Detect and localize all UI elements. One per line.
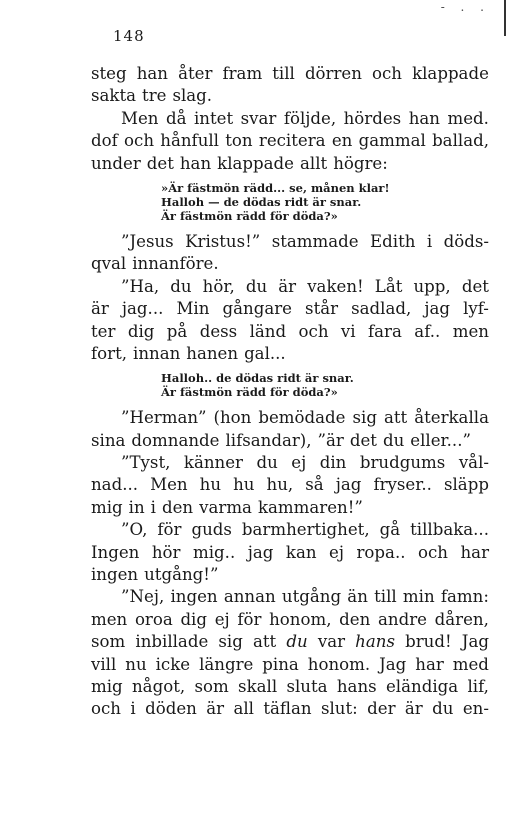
- text-line: fort, innan hanen gal...: [91, 343, 286, 363]
- verse-line: Halloh.. de dödas ridt är snar.: [161, 371, 354, 386]
- text-line: under det han klappade allt högre:: [91, 153, 388, 173]
- text-line: ”Tyst, känner du ej din brudgums vål-: [121, 453, 489, 473]
- verse-line: »Är fästmön rädd... se, månen klar!: [161, 180, 390, 195]
- verse-line: Halloh — de dödas ridt är snar.: [161, 194, 362, 209]
- margin-edge-line: [504, 0, 506, 36]
- text-line: Ingen hör mig.. jag kan ej ropa.. och har: [91, 542, 489, 562]
- text-line: steg han åter fram till dörren och klappade: [91, 64, 489, 83]
- text-line: qval innanföre.: [91, 254, 219, 274]
- text-line: mig något, som skall sluta hans eländiga lif,: [91, 676, 489, 696]
- text-line: och i döden är all täflan slut: der är du en-: [91, 699, 489, 719]
- text-line: är jag... Min gångare står sadlad, jag lyf-: [91, 299, 489, 319]
- text-line: vill nu icke längre pina honom. Jag har med: [91, 654, 489, 674]
- text-line: dof och hånfull ton recitera en gammal ballad,: [91, 131, 489, 151]
- text-line: ”Jesus Kristus!” stammade Edith i döds-: [121, 231, 489, 251]
- text-line: ”O, för guds barmhertighet, gå tillbaka...: [121, 520, 489, 540]
- margin-marks: - . .: [440, 0, 490, 14]
- page-number: 148: [113, 27, 145, 45]
- body-text: [91, 63, 489, 721]
- text-line: ingen utgång!”: [91, 565, 219, 585]
- text-line: som inbillade sig att du var hans brud! Jag: [91, 632, 489, 652]
- text-line: men oroa dig ej för honom, den andre dåren,: [91, 609, 489, 629]
- text-line: sina domnande lifsandar), ”är det du eller...”: [91, 430, 471, 450]
- text-line: nad... Men hu hu hu, så jag fryser.. släpp: [91, 475, 489, 495]
- verse-line: Är fästmön rädd för döda?»: [161, 208, 338, 223]
- text-line: Men då intet svar följde, hördes han med.: [121, 108, 489, 128]
- text-line: ter dig på dess länd och vi fara af.. men: [91, 321, 489, 341]
- text-line: ”Ha, du hör, du är vaken! Låt upp, det: [121, 276, 489, 296]
- text-line: ”Herman” (hon bemödade sig att återkalla: [121, 408, 489, 428]
- verse-line: Är fästmön rädd för döda?»: [161, 385, 338, 400]
- text-line: mig in i den varma kammaren!”: [91, 497, 363, 517]
- text-line: ”Nej, ingen annan utgång än till min famn:: [121, 587, 489, 607]
- text-line: sakta tre slag.: [91, 86, 213, 106]
- verse-block: [161, 371, 489, 399]
- verse-block: [161, 181, 489, 223]
